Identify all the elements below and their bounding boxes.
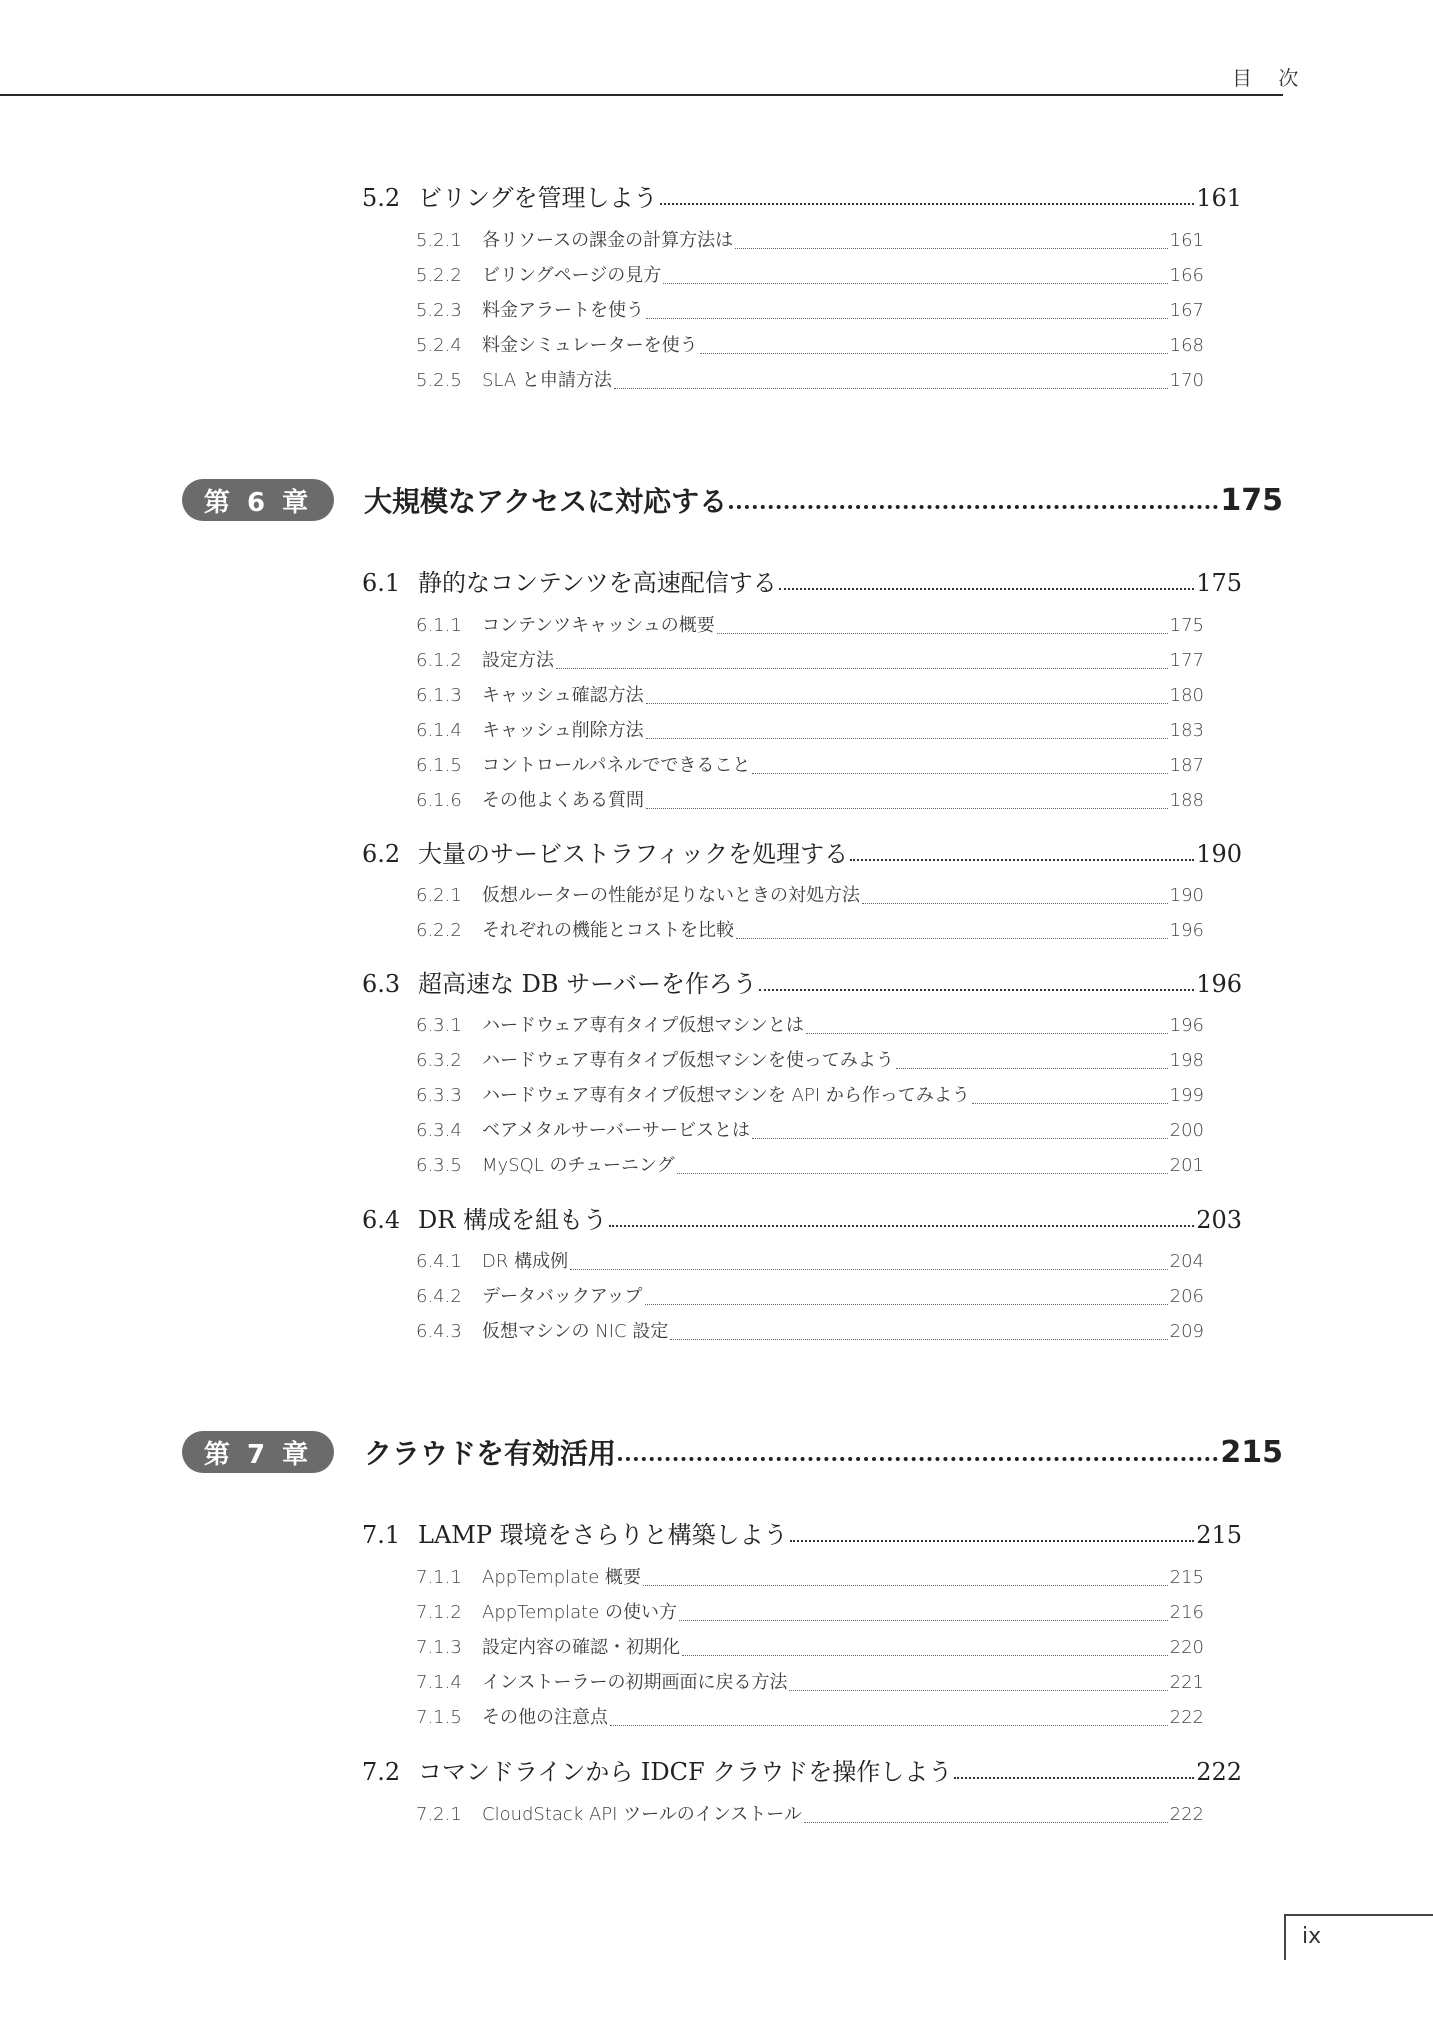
page-number: 200 <box>1169 1120 1204 1141</box>
page-number: 190 <box>1196 840 1242 868</box>
toc-subsection[interactable] <box>416 1011 1204 1039</box>
subsection-number: 5.2.1 <box>416 230 462 251</box>
dot-leader <box>646 703 1168 704</box>
dot-leader <box>609 1225 1194 1227</box>
subsection-number: 7.1.3 <box>416 1637 462 1658</box>
subsection-number: 5.2.2 <box>416 265 462 286</box>
subsection-title: キャッシュ削除方法 <box>482 720 644 741</box>
subsection-number: 6.1.3 <box>416 685 462 706</box>
page-number: 177 <box>1169 650 1204 671</box>
toc-chapter[interactable] <box>182 477 1283 523</box>
page-number: 175 <box>1196 569 1242 597</box>
subsection-number: 6.1.5 <box>416 755 462 776</box>
dot-leader <box>896 1068 1168 1069</box>
section-number: 6.4 <box>362 1206 401 1234</box>
subsection-number: 6.4.1 <box>416 1251 462 1272</box>
toc-subsection[interactable] <box>416 1668 1204 1696</box>
toc-subsection[interactable] <box>416 226 1204 254</box>
page-number: 215 <box>1220 1434 1283 1470</box>
toc-subsection[interactable] <box>416 1081 1204 1109</box>
subsection-title: ビリングページの見方 <box>482 265 662 286</box>
dot-leader <box>646 738 1168 739</box>
subsection-number: 5.2.4 <box>416 335 462 356</box>
page-number: 196 <box>1169 1015 1204 1036</box>
page-number: 188 <box>1169 790 1204 811</box>
section-title: 静的なコンテンツを高速配信する <box>418 569 777 597</box>
section-number: 5.2 <box>362 184 401 212</box>
toc-subsection[interactable] <box>416 1151 1204 1179</box>
subsection-title: それぞれの機能とコストを比較 <box>482 920 734 941</box>
section-title: ビリングを管理しよう <box>418 184 658 212</box>
subsection-number: 6.1.1 <box>416 615 462 636</box>
dot-leader <box>806 1033 1168 1034</box>
subsection-number: 6.3.2 <box>416 1050 462 1071</box>
section-number: 6.1 <box>362 569 401 597</box>
subsection-title: コンテンツキャッシュの概要 <box>482 615 715 636</box>
subsection-number: 6.2.1 <box>416 885 462 906</box>
page-number: 175 <box>1169 615 1204 636</box>
subsection-number: 5.2.3 <box>416 300 462 321</box>
subsection-title: その他よくある質問 <box>482 790 644 811</box>
page-number: 196 <box>1196 970 1242 998</box>
toc-subsection[interactable] <box>416 611 1204 639</box>
chapter-title: 大規模なアクセスに対応する <box>364 485 728 518</box>
page-number: 215 <box>1169 1567 1204 1588</box>
section-number: 6.3 <box>362 970 401 998</box>
toc-section[interactable] <box>362 964 1242 998</box>
toc-subsection[interactable] <box>416 681 1204 709</box>
page-number: 161 <box>1196 184 1242 212</box>
page-number: 168 <box>1169 335 1204 356</box>
dot-leader <box>717 633 1168 634</box>
toc-subsection[interactable] <box>416 1282 1204 1310</box>
subsection-number: 6.4.2 <box>416 1286 462 1307</box>
subsection-number: 6.3.1 <box>416 1015 462 1036</box>
section-title: 大量のサービストラフィックを処理する <box>418 840 849 868</box>
toc-subsection[interactable] <box>416 716 1204 744</box>
subsection-number: 7.2.1 <box>416 1804 462 1825</box>
section-number: 7.1 <box>362 1521 401 1549</box>
page-number: 180 <box>1169 685 1204 706</box>
folio: ix <box>1302 1924 1322 1949</box>
page-number: 187 <box>1169 755 1204 776</box>
subsection-title: ベアメタルサーバーサービスとは <box>482 1120 751 1141</box>
toc-section[interactable] <box>362 834 1242 868</box>
subsection-number: 6.3.4 <box>416 1120 462 1141</box>
page-number: 196 <box>1169 920 1204 941</box>
subsection-number: 6.2.2 <box>416 920 462 941</box>
page-number: 222 <box>1196 1758 1242 1786</box>
dot-leader <box>736 938 1168 939</box>
subsection-number: 5.2.5 <box>416 370 462 391</box>
subsection-title: インストーラーの初期画面に戻る方法 <box>482 1672 788 1693</box>
page-number: 220 <box>1169 1637 1204 1658</box>
toc-section[interactable] <box>362 178 1242 212</box>
toc-subsection[interactable] <box>416 1046 1204 1074</box>
dot-leader <box>954 1777 1194 1779</box>
dot-leader <box>677 1173 1168 1174</box>
subsection-title: CloudStack API ツールのインストール <box>482 1804 802 1825</box>
toc-subsection[interactable] <box>416 1563 1204 1591</box>
chapter-title: クラウドを有効活用 <box>364 1437 617 1470</box>
toc-section[interactable] <box>362 1200 1242 1234</box>
page-number: 203 <box>1196 1206 1242 1234</box>
toc-subsection[interactable] <box>416 1116 1204 1144</box>
page-number: 209 <box>1169 1321 1204 1342</box>
dot-leader <box>804 1822 1168 1823</box>
dot-leader <box>759 989 1194 991</box>
page-number: 215 <box>1196 1521 1242 1549</box>
subsection-number: 6.3.3 <box>416 1085 462 1106</box>
page-number: 222 <box>1169 1804 1204 1825</box>
subsection-title: DR 構成例 <box>482 1251 569 1272</box>
dot-leader <box>660 203 1195 205</box>
toc-section[interactable] <box>362 563 1242 597</box>
toc-section[interactable] <box>362 1515 1242 1549</box>
toc-subsection[interactable] <box>416 1317 1204 1345</box>
subsection-number: 6.4.3 <box>416 1321 462 1342</box>
subsection-title: 料金シミュレーターを使う <box>482 335 698 356</box>
dot-leader <box>645 1304 1168 1305</box>
section-title: DR 構成を組もう <box>418 1206 607 1234</box>
subsection-title: AppTemplate 概要 <box>482 1567 642 1588</box>
toc-subsection[interactable] <box>416 366 1204 394</box>
subsection-title: キャッシュ確認方法 <box>482 685 644 706</box>
toc-subsection[interactable] <box>416 1633 1204 1661</box>
subsection-title: MySQL のチューニング <box>482 1155 675 1176</box>
page-number: 198 <box>1169 1050 1204 1071</box>
dot-leader <box>646 808 1168 809</box>
subsection-title: データバックアップ <box>482 1286 643 1307</box>
subsection-number: 7.1.4 <box>416 1672 462 1693</box>
page-number: 183 <box>1169 720 1204 741</box>
page-number: 216 <box>1169 1602 1204 1623</box>
toc-subsection[interactable] <box>416 1598 1204 1626</box>
subsection-number: 6.1.2 <box>416 650 462 671</box>
page-number: 166 <box>1169 265 1204 286</box>
header-rule <box>0 94 1283 96</box>
page-number: 167 <box>1169 300 1204 321</box>
subsection-number: 6.3.5 <box>416 1155 462 1176</box>
subsection-number: 7.1.1 <box>416 1567 462 1588</box>
dot-leader <box>618 1435 1218 1461</box>
dot-leader <box>850 859 1194 861</box>
dot-leader <box>752 773 1167 774</box>
dot-leader <box>556 668 1168 669</box>
page-number-box <box>1284 1914 1433 1960</box>
running-head: 目 次 <box>1232 66 1309 90</box>
toc-subsection[interactable] <box>416 331 1204 359</box>
toc-subsection[interactable] <box>416 296 1204 324</box>
subsection-title: 料金アラートを使う <box>482 300 644 321</box>
page-number: 204 <box>1169 1251 1204 1272</box>
toc-subsection[interactable] <box>416 1247 1204 1275</box>
dot-leader <box>679 1620 1168 1621</box>
dot-leader <box>972 1103 1168 1104</box>
section-number: 6.2 <box>362 840 401 868</box>
toc-subsection[interactable] <box>416 646 1204 674</box>
subsection-title: ハードウェア専有タイプ仮想マシンを API から作ってみよう <box>482 1085 970 1106</box>
page-number: 161 <box>1169 230 1204 251</box>
toc-subsection[interactable] <box>416 751 1204 779</box>
dot-leader <box>862 903 1168 904</box>
section-title: コマンドラインから IDCF クラウドを操作しよう <box>418 1758 953 1786</box>
page-number: 175 <box>1220 482 1283 518</box>
page-number: 206 <box>1169 1286 1204 1307</box>
subsection-title: コントロールパネルでできること <box>482 755 751 776</box>
chapter-badge: 第 6 章 <box>182 479 334 521</box>
dot-leader <box>643 1585 1168 1586</box>
dot-leader <box>614 388 1168 389</box>
toc-subsection[interactable] <box>416 1800 1204 1828</box>
subsection-number: 6.1.6 <box>416 790 462 811</box>
subsection-title: 各リソースの課金の計算方法は <box>482 230 734 251</box>
subsection-title: SLA と申請方法 <box>482 370 612 391</box>
toc-subsection[interactable] <box>416 786 1204 814</box>
subsection-title: ハードウェア専有タイプ仮想マシンを使ってみよう <box>482 1050 894 1071</box>
page-number: 201 <box>1169 1155 1204 1176</box>
dot-leader <box>735 248 1168 249</box>
page-number: 199 <box>1169 1085 1204 1106</box>
subsection-title: ハードウェア専有タイプ仮想マシンとは <box>482 1015 804 1036</box>
subsection-number: 7.1.2 <box>416 1602 462 1623</box>
dot-leader <box>789 1690 1167 1691</box>
chapter-badge: 第 7 章 <box>182 1431 334 1473</box>
section-title: LAMP 環境をさらりと構築しよう <box>418 1521 788 1549</box>
page-number: 221 <box>1169 1672 1204 1693</box>
toc-section[interactable] <box>362 1752 1242 1786</box>
dot-leader <box>700 353 1168 354</box>
subsection-title: 設定内容の確認・初期化 <box>482 1637 680 1658</box>
section-title: 超高速な DB サーバーを作ろう <box>418 970 757 998</box>
subsection-number: 6.1.4 <box>416 720 462 741</box>
subsection-number: 7.1.5 <box>416 1707 462 1728</box>
subsection-title: その他の注意点 <box>482 1707 608 1728</box>
subsection-title: 仮想マシンの NIC 設定 <box>482 1321 669 1342</box>
dot-leader <box>646 318 1168 319</box>
subsection-title: 設定方法 <box>482 650 554 671</box>
toc-chapter[interactable] <box>182 1429 1283 1475</box>
dot-leader <box>779 588 1194 590</box>
dot-leader <box>682 1655 1168 1656</box>
dot-leader <box>790 1540 1195 1542</box>
toc-subsection[interactable] <box>416 261 1204 289</box>
dot-leader <box>670 1339 1167 1340</box>
dot-leader <box>570 1269 1168 1270</box>
page-number: 222 <box>1169 1707 1204 1728</box>
dot-leader <box>610 1725 1168 1726</box>
subsection-title: AppTemplate の使い方 <box>482 1602 678 1623</box>
subsection-title: 仮想ルーターの性能が足りないときの対処方法 <box>482 885 860 906</box>
section-number: 7.2 <box>362 1758 401 1786</box>
dot-leader <box>729 483 1218 509</box>
toc-subsection[interactable] <box>416 916 1204 944</box>
toc-subsection[interactable] <box>416 881 1204 909</box>
dot-leader <box>663 283 1167 284</box>
page-number: 170 <box>1169 370 1204 391</box>
dot-leader <box>752 1138 1168 1139</box>
toc-subsection[interactable] <box>416 1703 1204 1731</box>
page-number: 190 <box>1169 885 1204 906</box>
